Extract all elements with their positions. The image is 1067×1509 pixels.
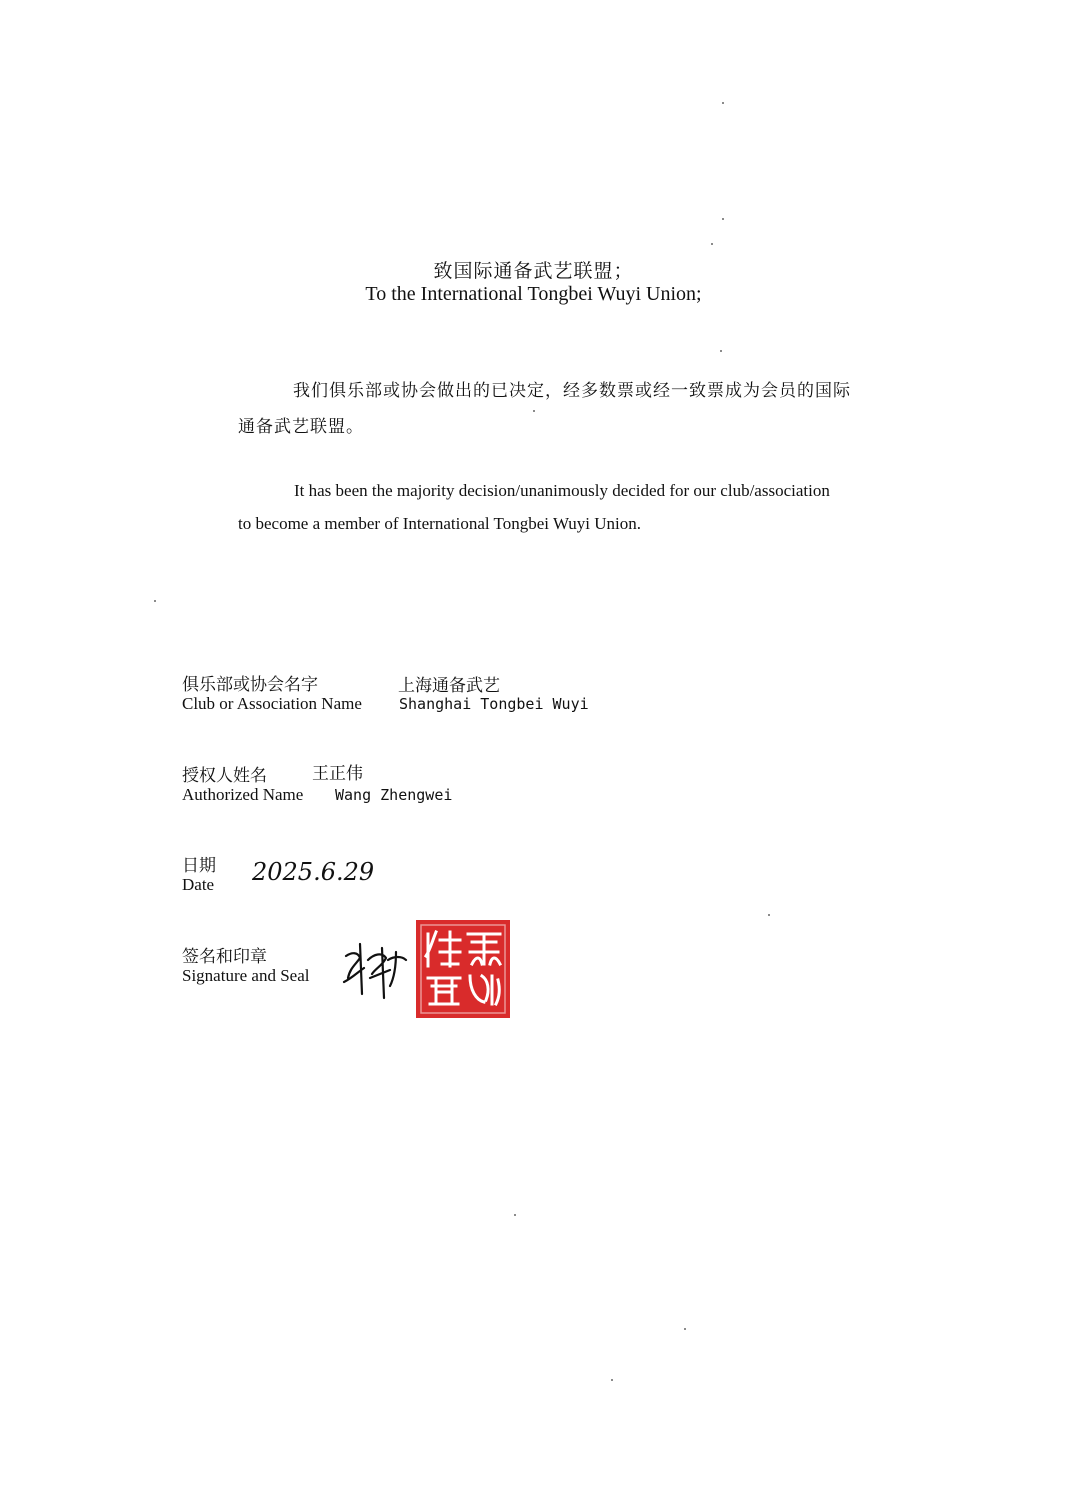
scan-speck: [722, 102, 724, 104]
club-value-english: Shanghai Tongbei Wuyi: [399, 695, 589, 713]
authorized-label-english: Authorized Name: [182, 785, 304, 804]
scan-speck: [611, 1379, 613, 1381]
scan-speck: [720, 350, 722, 352]
scan-speck: [684, 1328, 686, 1330]
club-label-english: Club or Association Name: [182, 694, 362, 713]
authorized-value-english: Wang Zhengwei: [335, 786, 453, 804]
authorized-value-chinese: 王正伟: [312, 764, 363, 783]
title-chinese: 致国际通备武艺联盟；: [433, 261, 634, 282]
signature-label-english: Signature and Seal: [182, 966, 310, 985]
scan-speck: [514, 1214, 516, 1216]
scan-speck: [711, 243, 713, 245]
authorized-label-chinese: 授权人姓名: [182, 766, 267, 785]
paragraph-chinese-line1: 我们俱乐部或协会做出的已决定，经多数票或经一致票成为会员的国际: [293, 381, 851, 400]
signature-label-chinese: 签名和印章: [182, 947, 267, 966]
title-english: To the International Tongbei Wuyi Union;: [365, 283, 702, 305]
red-seal-stamp: [416, 920, 510, 1018]
scan-speck: [533, 410, 535, 412]
club-value-chinese: 上海通备武艺: [398, 676, 500, 695]
date-label-english: Date: [182, 875, 215, 894]
scan-speck: [154, 600, 156, 602]
paragraph-english-line1: It has been the majority decision/unanimously decided for our club/association: [294, 481, 830, 500]
scan-speck: [768, 914, 770, 916]
date-label-chinese: 日期: [182, 856, 216, 875]
date-handwritten-value: 2025.6.29: [252, 858, 375, 886]
scan-speck: [722, 218, 724, 220]
club-label-chinese: 俱乐部或协会名字: [182, 675, 318, 694]
handwritten-signature: [338, 938, 410, 1000]
paragraph-english-line2: to become a member of International Tongbei Wuyi Union.: [238, 514, 642, 533]
paragraph-chinese-line2: 通备武艺联盟。: [238, 417, 364, 436]
